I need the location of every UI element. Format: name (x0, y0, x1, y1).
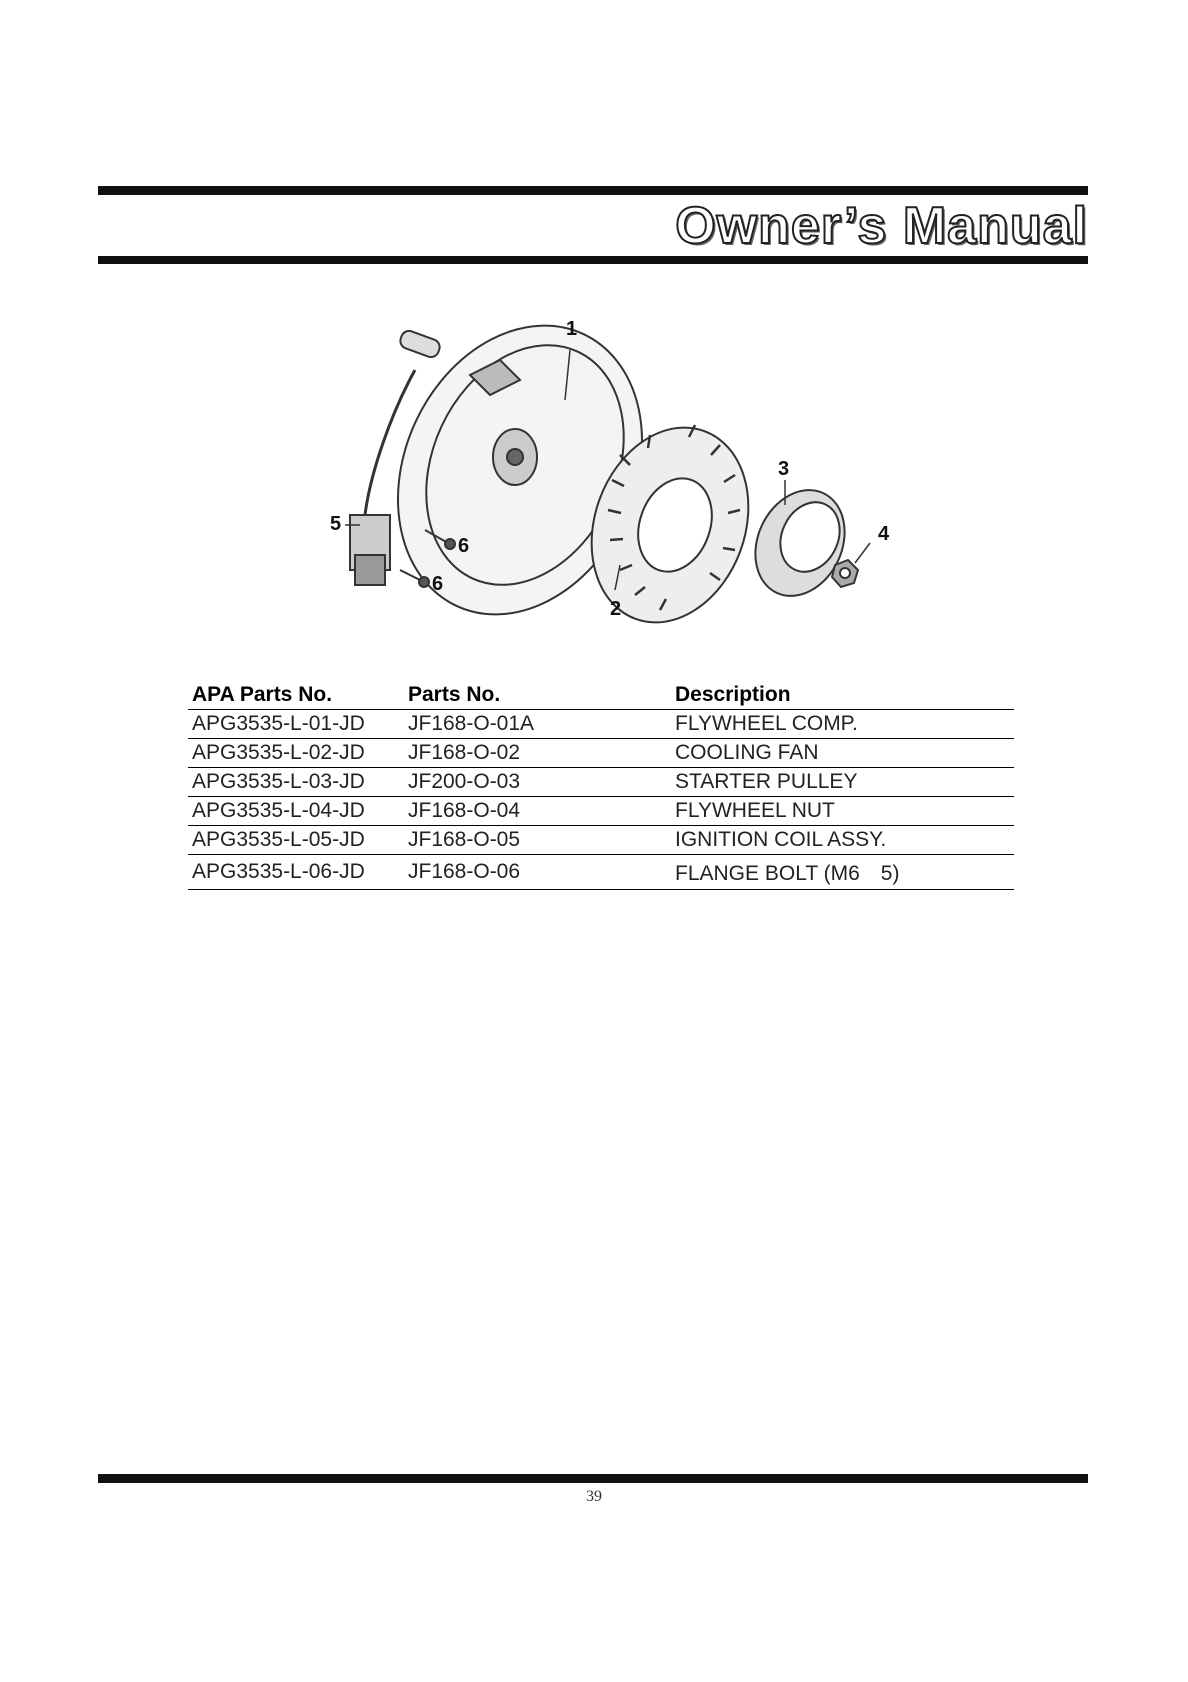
apa-part-number: APG3535-L-01-JD (188, 710, 404, 739)
callout-1: 1 (566, 318, 578, 340)
header-rule-bottom (98, 256, 1088, 264)
part-description: STARTER PULLEY (671, 768, 1014, 797)
callout-5: 5 (330, 513, 342, 535)
part-number: JF168-O-02 (404, 739, 671, 768)
callout-6-upper: 6 (458, 535, 470, 557)
table-row (188, 855, 1014, 890)
part-number: JF168-O-05 (404, 826, 671, 855)
column-header-description: Description (671, 683, 1014, 710)
part-description: FLANGE BOLT (M6 5) (671, 855, 1014, 890)
table-row (188, 710, 1014, 739)
page-title: Owner’s Manual (675, 197, 1088, 255)
table-row (188, 768, 1014, 797)
callout-6-lower: 6 (432, 573, 444, 595)
footer-rule (98, 1474, 1088, 1483)
callout-2: 2 (610, 598, 622, 620)
part-description: IGNITION COIL ASSY. (671, 826, 1014, 855)
apa-part-number: APG3535-L-05-JD (188, 826, 404, 855)
callout-4: 4 (878, 523, 890, 545)
exploded-parts-diagram (330, 315, 930, 670)
starter-pulley-illustration (739, 475, 862, 610)
part-number: JF168-O-01A (404, 710, 671, 739)
table-row (188, 797, 1014, 826)
apa-part-number: APG3535-L-06-JD (188, 855, 404, 890)
header-rule-top (98, 186, 1088, 195)
table-row (188, 826, 1014, 855)
column-header-apa-parts-no: APA Parts No. (188, 683, 404, 710)
parts-table (188, 683, 1014, 890)
table-row (188, 739, 1014, 768)
flywheel-nut-illustration (832, 560, 858, 587)
part-number: JF200-O-03 (404, 768, 671, 797)
part-description: FLYWHEEL COMP. (671, 710, 1014, 739)
table-header-row (188, 683, 1014, 710)
column-header-parts-no: Parts No. (404, 683, 671, 710)
part-number: JF168-O-04 (404, 797, 671, 826)
part-number: JF168-O-06 (404, 855, 671, 890)
apa-part-number: APG3535-L-04-JD (188, 797, 404, 826)
apa-part-number: APG3535-L-03-JD (188, 768, 404, 797)
page-number: 39 (586, 1488, 602, 1505)
apa-part-number: APG3535-L-02-JD (188, 739, 404, 768)
callout-3: 3 (778, 458, 790, 480)
part-description: COOLING FAN (671, 739, 1014, 768)
part-description: FLYWHEEL NUT (671, 797, 1014, 826)
